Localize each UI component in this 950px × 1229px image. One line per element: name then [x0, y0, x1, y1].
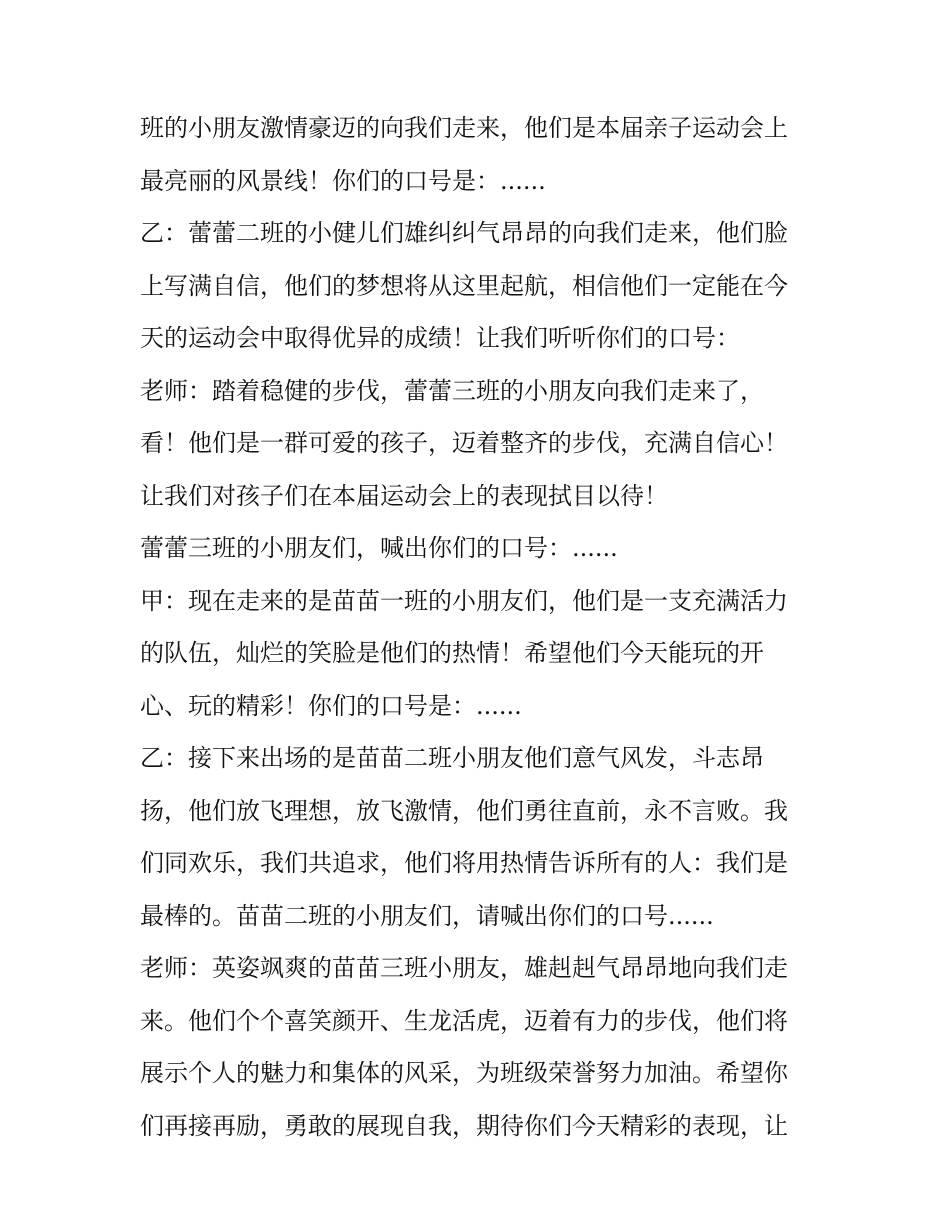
text-line: 来。他们个个喜笑颜开、生龙活虎，迈着有力的步伐，他们将 [140, 1006, 788, 1035]
text-line: 蕾蕾三班的小朋友们，喊出你们的口号：...... [140, 534, 618, 562]
text-line: 们同欢乐，我们共追求，他们将用热情告诉所有的人：我们是 [140, 849, 788, 877]
text-line: 们再接再励，勇敢的展现自我，期待你们今天精彩的表现，让 [140, 1111, 788, 1140]
text-line: 的队伍，灿烂的笑脸是他们的热情！希望他们今天能玩的开 [140, 639, 764, 667]
text-line: 看！他们是一群可爱的孩子，迈着整齐的步伐，充满自信心！ [140, 429, 788, 457]
text-line: 天的运动会中取得优异的成绩！让我们听听你们的口号： [140, 324, 740, 352]
text-line: 心、玩的精彩！你们的口号是：...... [140, 691, 522, 720]
text-line: 老师：踏着稳健的步伐，蕾蕾三班的小朋友向我们走来了， [140, 376, 764, 405]
text-line: 扬，他们放飞理想，放飞激情，他们勇往直前，永不言败。我 [140, 796, 788, 825]
text-line: 甲：现在走来的是苗苗一班的小朋友们，他们是一支充满活力 [140, 586, 788, 615]
text-line: 让我们对孩子们在本届运动会上的表现拭目以待！ [140, 481, 668, 510]
document-body [140, 102, 830, 1152]
text-line: 老师：英姿飒爽的苗苗三班小朋友，雄赳赳气昂昂地向我们走 [140, 954, 788, 982]
text-line: 上写满自信，他们的梦想将从这里起航，相信他们一定能在今 [140, 271, 788, 300]
text-line: 班的小朋友激情豪迈的向我们走来，他们是本届亲子运动会上 [140, 114, 788, 142]
text-line: 乙：蕾蕾二班的小健儿们雄纠纠气昂昂的向我们走来，他们脸 [140, 219, 788, 247]
text-line: 展示个人的魅力和集体的风采，为班级荣誉努力加油。希望你 [140, 1059, 788, 1087]
text-line: 乙：接下来出场的是苗苗二班小朋友他们意气风发，斗志昂 [140, 744, 764, 772]
text-line: 最亮丽的风景线！你们的口号是：...... [140, 166, 546, 195]
text-line: 最棒的。苗苗二班的小朋友们，请喊出你们的口号...... [140, 901, 714, 930]
